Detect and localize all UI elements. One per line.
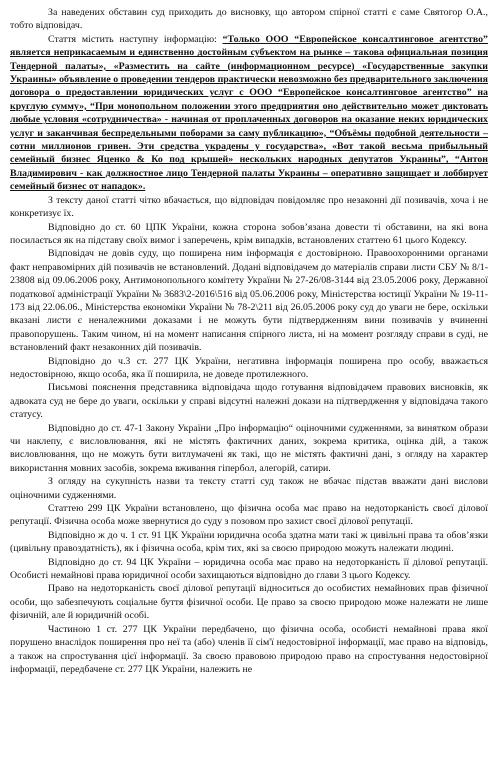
- paragraph-10-segment-1: Статтею 299 ЦК України встановлено, що фізична особа має право на недоторканість своєї ділової репутації. Фізична особа може звернутися до суду з позовом про захист своєї ділової репутації.: [10, 503, 488, 528]
- paragraph-14-segment-1: Частиною 1 ст. 277 ЦК України передбачено, що фізична особа, особисті немайнові права якої порушено внаслідок поширення про неї та (або) членів її сім'ї недостовірної інформації, має право на відповідь, а також на спростування цієї інформації. За своєю правовою природою право на спростування недостовірної інформації, передбачене ст. 277 ЦК України, належить не: [10, 623, 488, 675]
- paragraph-13-segment-1: Право на недоторканість своєї ділової репутації відноситься до особистих немайнових прав фізичної особи, що забезпечують соціальне буття фізичної особи. Це право за своєю природою може належати не лише фізичній, але й юридичній особі.: [10, 583, 488, 622]
- paragraph-8: [10, 422, 488, 476]
- paragraph-7: [10, 381, 488, 421]
- paragraph-2-segment-2: “Только ООО “Европейское консалтинговое агентство” является неприкасаемым и единственно достойным субъектом на рынке – такова официальная позиция Тендерной палаты», «Разместить на сайте (информационном ресурсе) «Государственные закупки Украины» объявление о проведении тендеров практически невозможно без предварительного заключения договора о предоставлении юридических услуг с ООО “Европейское консалтинговое агентство” на круглую сумму», “При монопольном положении этого предприятия оно действительно может диктовать любые условия «сотрудничества» - начиная от проплаченных договоров на оказание неких юридических услуг и заканчивая беспредельными поборами за саму публикацию», “Объёмы подобной деятельности – сотни миллионов гривен. Эти средства украдены у государства», «Вот такой весьма прибыльный семейный бизнес Яценко & Ко под крышей» нескольких народных депутатов Украины”, “Антон Владимирович - как должностное лицо Тендерной палаты Украины – оперативно защищает и лоббирует семейный бизнес от нападок».: [10, 33, 488, 193]
- paragraph-11: [10, 529, 488, 556]
- paragraph-4: [10, 221, 488, 248]
- paragraph-9: [10, 475, 488, 502]
- paragraph-3-segment-1: З тексту даної статті чітко вбачається, що відповідач повідомляє про незаконні дії позивачів, хоча і не конкретизує їх.: [10, 194, 488, 220]
- paragraph-2-segment-1: Стаття містить наступну інформацію:: [48, 33, 223, 45]
- paragraph-9-segment-1: З огляду на сукупність назви та тексту статті суд також не вбачає підстав вважати дані вислови оціночними судженнями.: [10, 476, 488, 501]
- paragraph-5: [10, 247, 488, 354]
- paragraph-6: [10, 355, 488, 382]
- paragraph-3: [10, 194, 488, 221]
- paragraph-10: [10, 502, 488, 529]
- paragraph-6-segment-1: Відповідно до ч.3 ст. 277 ЦК України, негативна інформація поширена про особу, вважається недостовірною, якщо особа, яка її поширила, не доведе протилежного.: [10, 355, 488, 380]
- paragraph-12-segment-1: Відповідно до ст. 94 ЦК України – юридична особа має право на недоторканість її ділової репутації. Особисті немайнові права юридичної особи захищаються відповідно до глави 3 цього Кодексу.: [10, 556, 488, 582]
- paragraph-5-segment-1: Відповідач не довів суду, що поширена ним інформація є достовірною. Правоохоронними органами факт неправомірних дій позивачів не встановлений. Додані відповідачем до матеріалів справи листи СБУ № 8/1-23808 від 09.06.2006 року, Антимонопольного комітету України № 27-26/08-3144 від 23.05.2006 року, Державної податкової адміністрації України № 3683\2-2016\516 від 05.06.2006 року, Міністерства юстиції України № 19-11-173 від 22.06.06., Міністерства економіки України № 78-2\211 від 26.05.2006 року суд до уваги не бере, оскільки вказані листи є неналежними доказами і не можуть бути підтвердженням вини позивачів у вчиненні правопорушень. Таким чином, ні на момент написання спірного листа, ні на момент розгляду справи в суді, не встановлений факт незаконних дій позивачів.: [10, 248, 488, 354]
- paragraph-8-segment-1: Відповідно до ст. 47-1 Закону України „Про інформацію“ оціночними судженнями, за винятком образи чи наклепу, є висловлювання, які не містять фактичних даних, зокрема критика, оцінка дій, а також висловлювання, що не можуть бути витлумачені як такі, що не містять фактичні дані, з огляду на характер використання мовних засобів, зокрема вживання гіпербол, алегорій, сатири.: [10, 422, 488, 474]
- paragraph-7-segment-1: Письмові пояснення представника відповідача щодо готування відповідачем правових висновків, як адвоката суд не бере до уваги, оскільки у справі відсутні належні докази на підтвердження у відповідача такого статусу.: [10, 382, 488, 421]
- paragraph-14: [10, 623, 488, 677]
- paragraph-2: [10, 33, 488, 194]
- paragraph-4-segment-1: Відповідно до ст. 60 ЦПК України, кожна сторона зобов’язана довести ті обставини, на які вона посилається як на підставу своїх вимог і заперечень, крім випадків, встановлених статтею 61 цього Кодексу.: [10, 221, 488, 246]
- paragraph-1: [10, 6, 488, 33]
- paragraph-1-segment-1: За наведених обставин суд приходить до висновку, що автором спірної статті є саме Святогор О.А., тобто відповідач.: [10, 7, 488, 32]
- paragraph-13: [10, 582, 488, 622]
- paragraph-11-segment-1: Відповідно ж до ч. 1 ст. 91 ЦК України юридична особа здатна мати такі ж цивільні права та обов’язки (цивільну правоздатність), як і фізична особа, крім тих, які за своєю природою можуть належати людині.: [10, 529, 488, 555]
- paragraph-12: [10, 556, 488, 583]
